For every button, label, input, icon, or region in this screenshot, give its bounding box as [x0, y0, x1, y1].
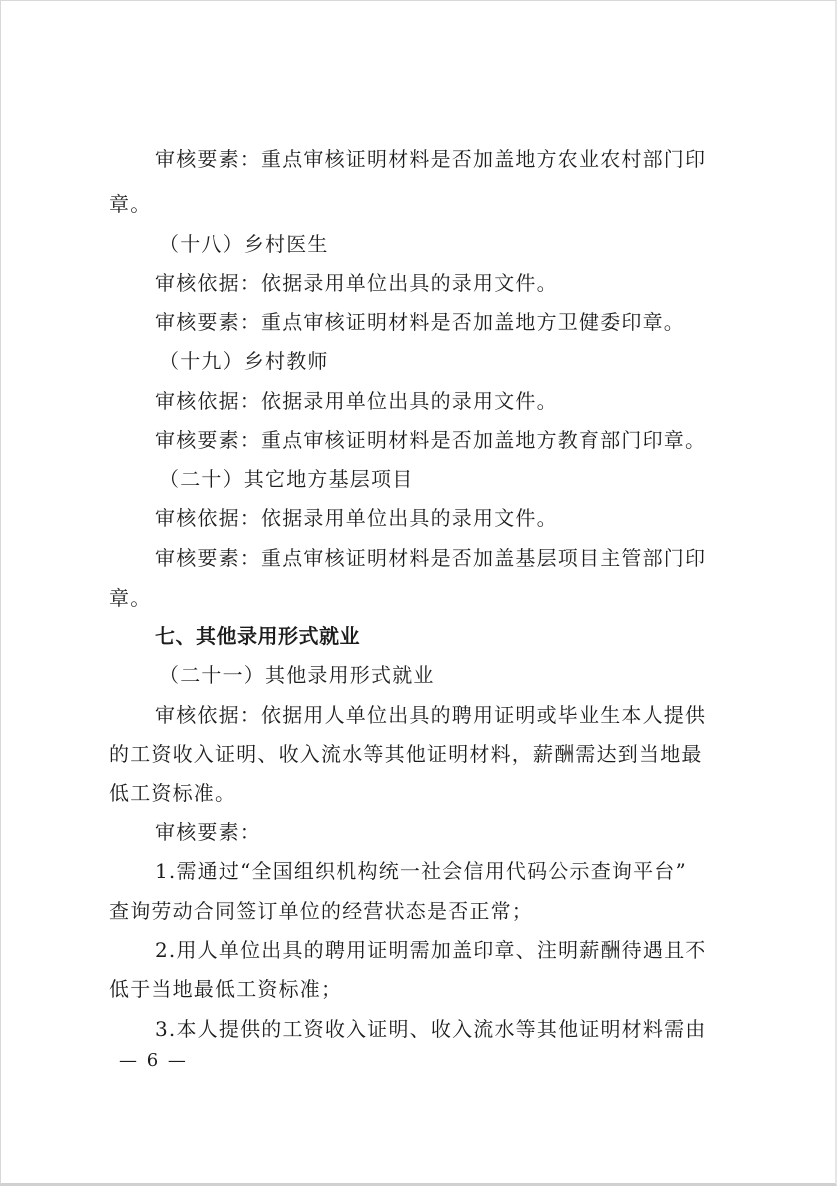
paragraph-line: 审核要素：重点审核证明材料是否加盖地方卫健委印章。 [155, 310, 685, 334]
paragraph-line: 审核要素： [155, 820, 261, 844]
paragraph-line: 审核依据：依据录用单位出具的录用文件。 [155, 389, 558, 413]
page-number: — 6 — [119, 1050, 188, 1071]
paragraph-line: 审核依据：依据用人单位出具的聘用证明或毕业生本人提供 [155, 703, 707, 727]
paragraph-line: 审核要素：重点审核证明材料是否加盖地方教育部门印章。 [155, 428, 707, 452]
list-item-line: 查询劳动合同签订单位的经营状态是否正常； [109, 899, 533, 923]
paragraph-line: 审核要素：重点审核证明材料是否加盖地方农业农村部门印 [155, 147, 707, 171]
paragraph-line: 低工资标准。 [109, 781, 237, 805]
paragraph-line: 审核依据：依据录用单位出具的录用文件。 [155, 506, 558, 530]
section-subheading: （十八）乡村医生 [159, 232, 329, 256]
list-item-line: 1.需通过“全国组织机构统一社会信用代码公示查询平台” [155, 859, 687, 883]
paragraph-line: 章。 [109, 586, 152, 610]
section-heading: 七、其他录用形式就业 [155, 624, 360, 648]
list-item-line: 低于当地最低工资标准； [109, 977, 343, 1001]
paragraph-line: 审核依据：依据录用单位出具的录用文件。 [155, 271, 558, 295]
section-subheading: （二十）其它地方基层项目 [159, 467, 414, 491]
paragraph-line: 的工资收入证明、收入流水等其他证明材料，薪酬需达到当地最 [109, 742, 703, 766]
list-item-line: 3.本人提供的工资收入证明、收入流水等其他证明材料需由 [155, 1017, 707, 1041]
list-item-line: 2.用人单位出具的聘用证明需加盖印章、注明薪酬待遇且不 [155, 938, 707, 962]
paragraph-line: 章。 [109, 192, 152, 216]
section-subheading: （二十一）其他录用形式就业 [159, 663, 435, 687]
section-subheading: （十九）乡村教师 [159, 349, 329, 373]
paragraph-line: 审核要素：重点审核证明材料是否加盖基层项目主管部门印 [155, 546, 707, 570]
